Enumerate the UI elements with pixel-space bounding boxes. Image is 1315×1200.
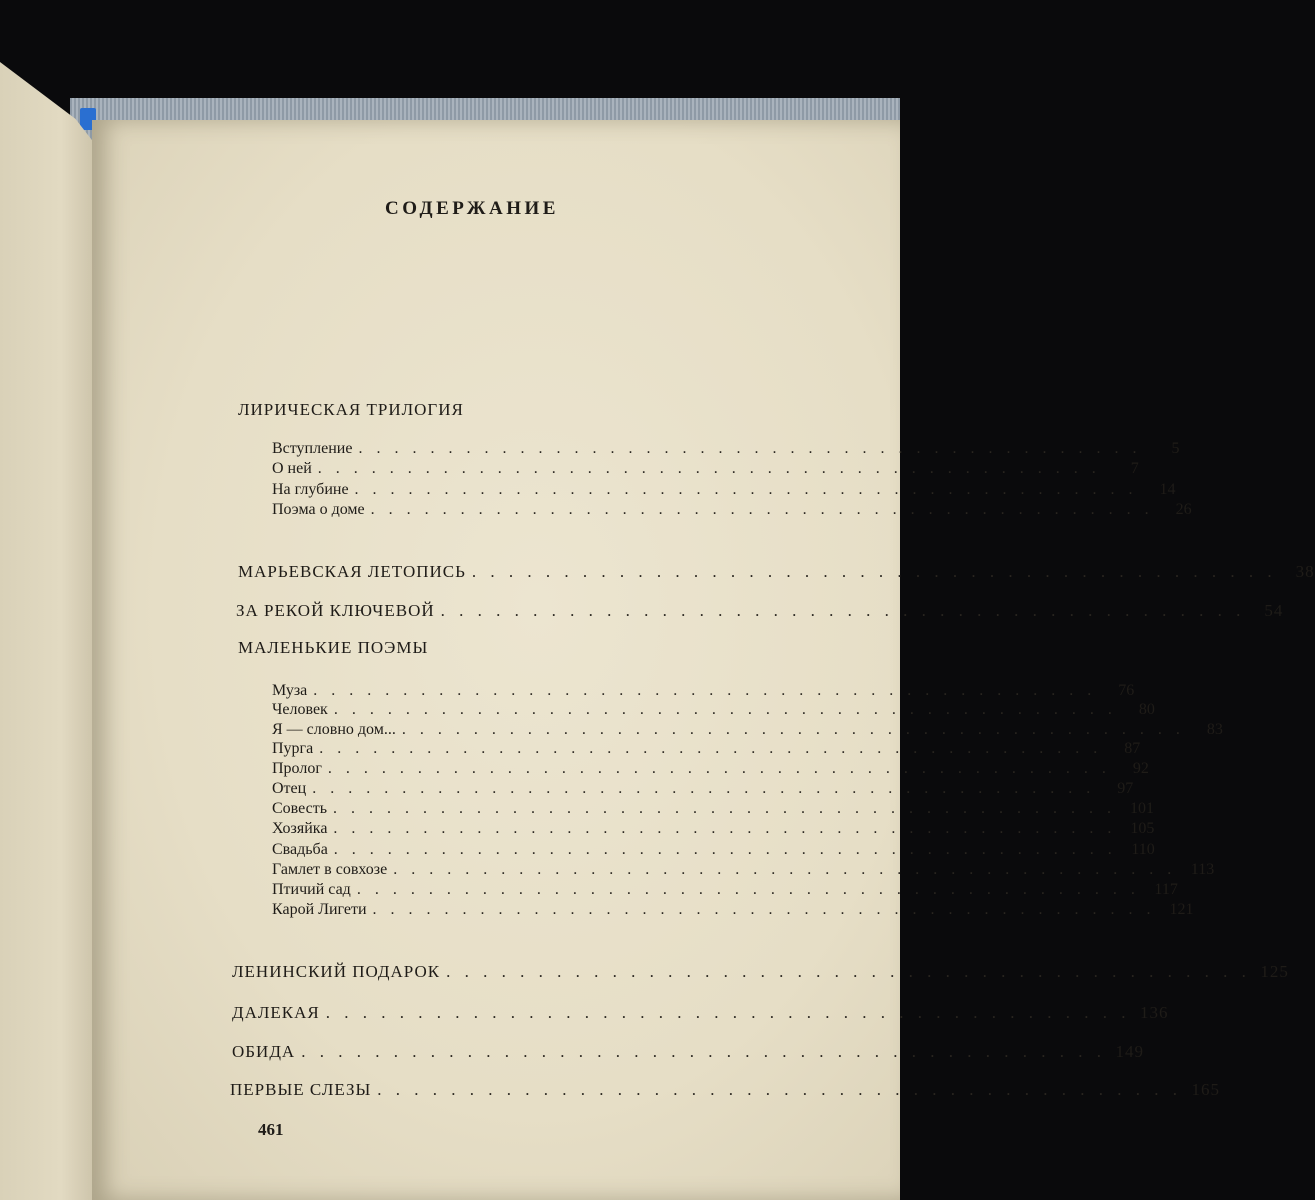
toc-entry-title: Поэма о доме [272,501,365,518]
toc-entry-title: ДАЛЕКАЯ [232,1003,320,1022]
toc-entry-title: Карой Лигети [272,901,367,918]
toc-entry-title: ЗА РЕКОЙ КЛЮЧЕВОЙ [236,601,435,620]
contents-page [92,120,900,1200]
toc-entry-page: 26 [1175,501,1192,518]
dot-leader: . . . . . . . . . . . . . . . . . . . . . . . . . . . . . . . . . . . . . . . . . . . . [471,562,1277,581]
toc-entry-page: 14 [1159,481,1176,498]
contents-title: СОДЕРЖАНИЕ [385,198,559,219]
dot-leader: . . . . . . . . . . . . . . . . . . . . . . . . . . . . . . . . . . . . . . . . . . . . [333,841,1117,858]
toc-entry [272,481,1176,499]
toc-entry [272,841,1155,859]
dot-leader: . . . . . . . . . . . . . . . . . . . . . . . . . . . . . . . . . . . . . . . . . . . . [325,1003,1131,1022]
toc-entry-page: 76 [1118,682,1135,699]
toc-entry-title: Гамлет в совхозе [272,861,388,878]
dot-leader: . . . . . . . . . . . . . . . . . . . . . . . . . . . . . . . . . . . . . . . . . . . . [354,481,1138,498]
dot-leader: . . . . . . . . . . . . . . . . . . . . . . . . . . . . . . . . . . . . . . . . . . . . [356,881,1140,898]
toc-entry-title: Муза [272,682,308,699]
toc-entry [272,760,1149,778]
toc-entry [272,881,1178,899]
toc-entry [272,780,1134,798]
toc-entry-title: Я — словно дом... [272,721,396,738]
toc-entry [272,901,1194,919]
toc-entry-page: 165 [1191,1080,1221,1099]
toc-entry [272,682,1135,700]
toc-entry-page: 125 [1260,962,1289,981]
toc-entry-title: Отец [272,780,307,797]
toc-entry-page: 97 [1117,780,1134,797]
toc-entry-page: 121 [1169,901,1194,918]
toc-entry-page: 92 [1132,760,1149,777]
dot-leader: . . . . . . . . . . . . . . . . . . . . . . . . . . . . . . . . . . . . . . . . . . . . [317,460,1101,477]
toc-entry-title: Хозяйка [272,820,328,837]
dot-leader: . . . . . . . . . . . . . . . . . . . . . . . . . . . . . . . . . . . . . . . . . . . . [440,601,1246,620]
toc-entry-page: 113 [1190,861,1215,878]
dot-leader: . . . . . . . . . . . . . . . . . . . . . . . . . . . . . . . . . . . . . . . . . . . . [377,1080,1183,1099]
dot-leader: . . . . . . . . . . . . . . . . . . . . . . . . . . . . . . . . . . . . . . . . . . . . [333,800,1117,817]
left-page-edge [0,62,102,1200]
toc-entry-title: На глубине [272,481,349,498]
toc-major-entry [238,562,1315,582]
toc-entry [272,800,1155,818]
dot-leader: . . . . . . . . . . . . . . . . . . . . . . . . . . . . . . . . . . . . . . . . . . . . [358,440,1142,457]
dot-leader: . . . . . . . . . . . . . . . . . . . . . . . . . . . . . . . . . . . . . . . . . . . . [333,820,1117,837]
toc-entry-page: 110 [1131,841,1155,858]
toc-major-entry [232,1042,1144,1062]
toc-entry-title: ОБИДА [232,1042,296,1061]
toc-entry [272,820,1155,838]
toc-entry-page: 101 [1130,800,1155,817]
toc-entry-page: 7 [1130,460,1139,477]
toc-major-entry [230,1080,1221,1100]
toc-entry-page: 54 [1264,601,1284,620]
toc-entry-title: О ней [272,460,312,477]
toc-entry-page: 136 [1140,1003,1169,1022]
section-heading-lyric-trilogy: ЛИРИЧЕСКАЯ ТРИЛОГИЯ [238,400,464,419]
toc-entry [272,460,1139,478]
toc-entry-page: 87 [1124,740,1141,757]
dot-leader: . . . . . . . . . . . . . . . . . . . . . . . . . . . . . . . . . . . . . . . . . . . . [370,501,1154,518]
toc-entry [272,721,1223,739]
toc-entry-title: Свадьба [272,841,328,858]
toc-entry-title: ПЕРВЫЕ СЛЕЗЫ [230,1080,372,1099]
dot-leader: . . . . . . . . . . . . . . . . . . . . . . . . . . . . . . . . . . . . . . . . . . . . [313,682,1097,699]
dot-leader: . . . . . . . . . . . . . . . . . . . . . . . . . . . . . . . . . . . . . . . . . . . . [327,760,1111,777]
toc-entry-title: Совесть [272,800,328,817]
dot-leader: . . . . . . . . . . . . . . . . . . . . . . . . . . . . . . . . . . . . . . . . . . . . [319,740,1103,757]
toc-entry-page: 149 [1115,1042,1144,1061]
toc-entry-page: 38 [1295,562,1315,581]
dot-leader: . . . . . . . . . . . . . . . . . . . . . . . . . . . . . . . . . . . . . . . . . . . . [393,861,1177,878]
toc-entry [272,861,1215,879]
page-number: 461 [258,1120,284,1139]
toc-entry-page: 105 [1130,820,1155,837]
toc-entry-title: Пролог [272,760,322,777]
toc-entry-page: 5 [1171,440,1180,457]
toc-entry-title: Пурга [272,740,314,757]
dot-leader: . . . . . . . . . . . . . . . . . . . . . . . . . . . . . . . . . . . . . . . . . . . . [333,701,1117,718]
toc-entry [272,501,1192,519]
toc-major-entry [232,962,1289,982]
toc-entry [272,740,1141,758]
toc-entry-title: Птичий сад [272,881,351,898]
toc-entry [272,440,1180,458]
toc-entry-page: 80 [1138,701,1155,718]
toc-major-entry [232,1003,1169,1023]
toc-entry-page: 117 [1154,881,1178,898]
toc-entry-title: ЛЕНИНСКИЙ ПОДАРОК [232,962,441,981]
toc-entry-page: 83 [1206,721,1223,738]
dot-leader: . . . . . . . . . . . . . . . . . . . . . . . . . . . . . . . . . . . . . . . . . . . . [312,780,1096,797]
dot-leader: . . . . . . . . . . . . . . . . . . . . . . . . . . . . . . . . . . . . . . . . . . . . [372,901,1156,918]
toc-entry-title: Человек [272,701,328,718]
dot-leader: . . . . . . . . . . . . . . . . . . . . . . . . . . . . . . . . . . . . . . . . . . . . [446,962,1251,981]
toc-entry [272,701,1155,719]
toc-entry-title: Вступление [272,440,353,457]
dot-leader: . . . . . . . . . . . . . . . . . . . . . . . . . . . . . . . . . . . . . . . . . . . . [401,721,1185,738]
toc-entry-title: МАРЬЕВСКАЯ ЛЕТОПИСЬ [238,562,466,581]
dot-leader: . . . . . . . . . . . . . . . . . . . . . . . . . . . . . . . . . . . . . . . . . . . . [301,1042,1106,1061]
toc-major-entry [236,601,1284,621]
section-heading-small-poems: МАЛЕНЬКИЕ ПОЭМЫ [238,638,429,657]
